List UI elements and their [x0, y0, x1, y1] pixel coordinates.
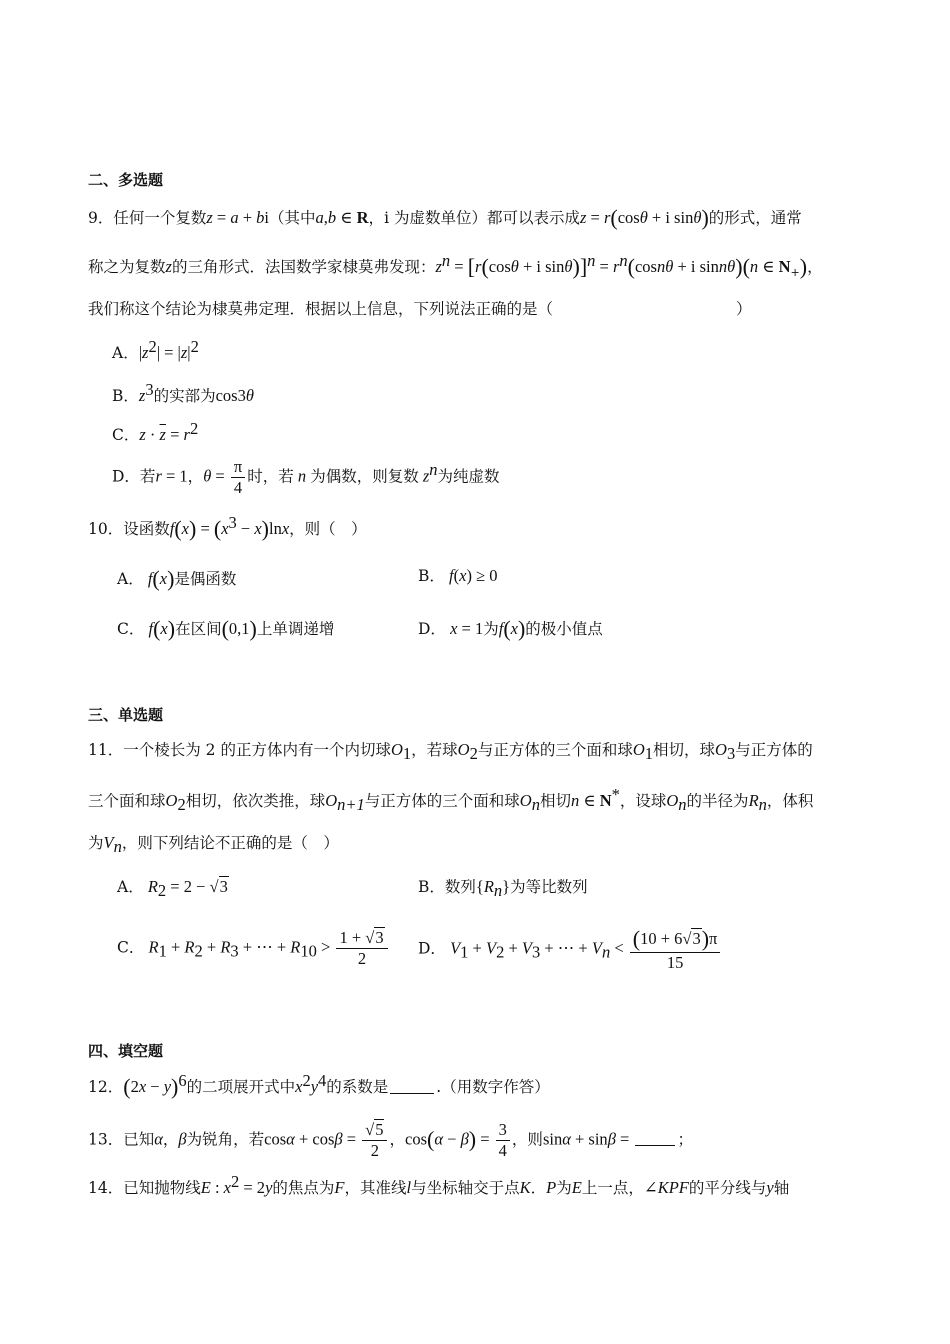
q9-text: 称之为复数	[88, 258, 166, 276]
option-label: A．	[117, 878, 144, 896]
fraction-3-over-4: $\frac{3}{4}$	[496, 1120, 510, 1161]
q14-line: 14．已知抛物线E : $x^2 = 2y$的焦点为F，其准线l与坐标轴交于点K．P为E上一点，∠KPF的平分线与y轴	[88, 1171, 790, 1197]
q11-option-c: C． $R_1 + R_2 + R_3$ + ⋯ + $R_{10}$ > $\frac{1 + √3}{2}$	[117, 928, 390, 969]
section-heading-fill: 四、填空题	[88, 1042, 164, 1060]
option-label: D．	[418, 939, 446, 958]
q10-option-a: A． f(x)是偶函数	[117, 566, 237, 591]
q9-text: 9．任何一个复数	[88, 209, 207, 227]
q9-line-2: 称之为复数z的三角形式．法国数学家棣莫弗发现：$z^n = [r(\cos\theta + i$ $\sin\theta)]^n = r^n(\cos n\theta + i$ sinnθ)(n ∈ $N_+$)，	[88, 250, 823, 280]
q11-text: ，若球	[411, 741, 458, 759]
q9-text: i 为虚数单位）都可以表示成	[384, 209, 580, 227]
option-label: C．	[112, 426, 140, 444]
option-text: 为偶数，则复数	[310, 467, 419, 486]
option-text: ，	[187, 467, 204, 486]
fraction-pi-over-4: $\frac{\pi}{4}$	[231, 457, 245, 498]
q12-text: .（用数字作答）	[436, 1078, 550, 1096]
q10-option-b: B． f(x) ≥ 0	[418, 566, 498, 585]
q11-text: ，体积	[766, 792, 814, 810]
q9-text: 我们称这个结论为棣莫弗定理．根据以上信息，下列说法正确的是（	[88, 300, 554, 318]
q11-text: 相切	[539, 792, 571, 810]
q11-text: 与正方体的	[735, 741, 813, 759]
q9-line-1: 9．任何一个复数z = a + bi（其中a,b ∈ R，i 为虚数单位）都可以表示成z = r(cosθ + i sinθ)的形式，通常	[88, 205, 802, 230]
answer-blank[interactable]	[390, 1079, 434, 1094]
fraction-d: $\frac{(10 + 6√3)\pi}{15}$	[630, 926, 721, 973]
option-text: 数列	[444, 878, 476, 896]
q9-option-c: C．$z \cdot \overline{z} = r^2$	[112, 418, 199, 444]
q11-option-a: A． $R_2 = 2 - √3$	[117, 877, 228, 901]
q12-text: 的二项展开式中	[186, 1078, 296, 1096]
q14-text: 14．已知抛物线	[88, 1179, 201, 1197]
q10-option-c: C． f(x)在区间(0,1)上单调递增	[117, 616, 335, 641]
option-text: 是偶函数	[174, 570, 237, 588]
option-label: B．	[112, 387, 139, 405]
q10-text: 10．设函数	[88, 520, 170, 538]
option-text: 为等比数列	[510, 878, 588, 896]
option-text: D．若	[112, 467, 156, 486]
q9-text: （其中	[269, 209, 316, 227]
q11-text: 三个面和球	[88, 792, 166, 810]
q9-text: ，	[807, 258, 823, 276]
option-label: B．	[418, 567, 445, 585]
q13-text: 13．已知	[88, 1130, 155, 1149]
option-text: 时，若	[247, 467, 294, 486]
option-label: A．	[117, 570, 144, 588]
q11-text: 为	[88, 834, 104, 852]
option-text: 为	[483, 620, 499, 638]
q9-option-d: D．若r = 1，θ = $\frac{\pi}{4}$ 时，若 n 为偶数，则复数 $z^n$为纯虚数	[112, 457, 500, 497]
q11-text: ，设球	[619, 792, 667, 810]
q11-line-1: 11．一个棱长为 2 的正方体内有一个内切球$O_1$，若球$O_2$与正方体的三个面和球$O_1$相切，球$O_3$与正方体的	[88, 740, 813, 764]
q11-text: 相切，球	[653, 741, 716, 759]
q14-text: 与坐标轴交于点	[411, 1179, 520, 1197]
q9-formula: z	[206, 208, 213, 227]
q10-option-d: D． x = 1为f(x)的极小值点	[418, 616, 603, 641]
q11-text: 与正方体的三个面和球	[477, 741, 633, 759]
q12-text: 12．	[88, 1078, 124, 1096]
q11-option-b: B．数列$\{R_n\}$为等比数列	[418, 877, 588, 901]
option-text: 的实部为	[153, 387, 216, 405]
option-label: C．	[117, 938, 145, 957]
fraction-sqrt5-over-2: $\frac{√5}{2}$	[362, 1120, 387, 1161]
q11-line-3: 为$V_n$，则下列结论不正确的是（ ）	[88, 833, 339, 857]
option-label: A．	[112, 344, 139, 362]
q13-line: 13．已知α，β为锐角，若cosα + cosβ = $\frac{√5}{2}$ ，cos(α − β) = $\frac{3}{4}$ ，则sinα + sinβ = ；	[88, 1120, 693, 1160]
q10-stem: 10．设函数$f(x) = (x^3 - x)\ln x$，则（ ）	[88, 512, 367, 541]
q11-text: 11．一个棱长为 2 的正方体内有一个内切球	[88, 741, 391, 759]
q13-text: ，则	[511, 1130, 543, 1149]
section-heading-single: 三、单选题	[88, 706, 164, 724]
q12-text: 的系数是	[326, 1078, 389, 1096]
q14-text: 上一点，	[581, 1179, 644, 1197]
q12-line: 12．$(2x - y)^6$的二项展开式中$x^2y^4$的系数是 .（用数字作答）	[88, 1070, 550, 1099]
q9-option-b: B．$z^3$的实部为cos3θ	[112, 379, 254, 405]
q11-text: 相切，依次类推，球	[185, 792, 326, 810]
q14-text: 为	[556, 1179, 572, 1197]
q14-text: ．	[530, 1179, 547, 1197]
answer-blank[interactable]	[635, 1131, 675, 1146]
option-label: D．	[418, 620, 446, 638]
q14-text: 轴	[773, 1179, 790, 1197]
q11-option-d: D． $V_1 + V_2 + V_3$ + ⋯ + $V_n$ < $\frac{(10 + 6√3)\pi}{15}$	[418, 926, 722, 973]
q11-text: 的半径为	[686, 792, 749, 810]
q11-text: 与正方体的三个面和球	[364, 792, 520, 810]
q9-text: ，	[368, 209, 385, 227]
q11-text: ，则下列结论不正确的是（ ）	[121, 834, 339, 852]
option-label: B．	[418, 878, 445, 896]
q14-text: ，其准线	[344, 1179, 407, 1197]
q9-paren-close: ）	[736, 300, 752, 318]
option-text: 上单调递增	[256, 620, 335, 638]
q13-text: ，	[389, 1130, 405, 1149]
q11-line-2: 三个面和球$O_2$相切，依次类推，球$O_{n+1}$与正方体的三个面和球$O_n$相切n ∈ N*，设球$O_n$的半径为$R_n$，体积	[88, 784, 814, 815]
q9-option-a: A．$|z^2| = |z|^2$	[112, 336, 199, 362]
q13-text: ，	[162, 1130, 179, 1149]
q9-line-3	[88, 300, 553, 319]
q10-text: ，则（ ）	[289, 520, 367, 538]
fraction-c: $\frac{1 + √3}{2}$	[336, 928, 387, 969]
option-text: 的极小值点	[525, 620, 603, 638]
q14-text: 的平分线与	[688, 1179, 767, 1197]
option-text: 为纯虚数	[437, 467, 500, 486]
section-heading-multi: 二、多选题	[88, 171, 164, 189]
q9-text: 的三角形式．法国数学家棣莫弗发现：	[171, 258, 436, 276]
q14-text: 的焦点为	[272, 1179, 335, 1197]
option-label: C．	[117, 620, 145, 638]
q13-text: 为锐角，若	[186, 1130, 265, 1149]
q9-text: 的形式，通常	[708, 209, 802, 227]
option-text: 在区间	[175, 620, 222, 638]
q13-text: ；	[677, 1130, 693, 1149]
